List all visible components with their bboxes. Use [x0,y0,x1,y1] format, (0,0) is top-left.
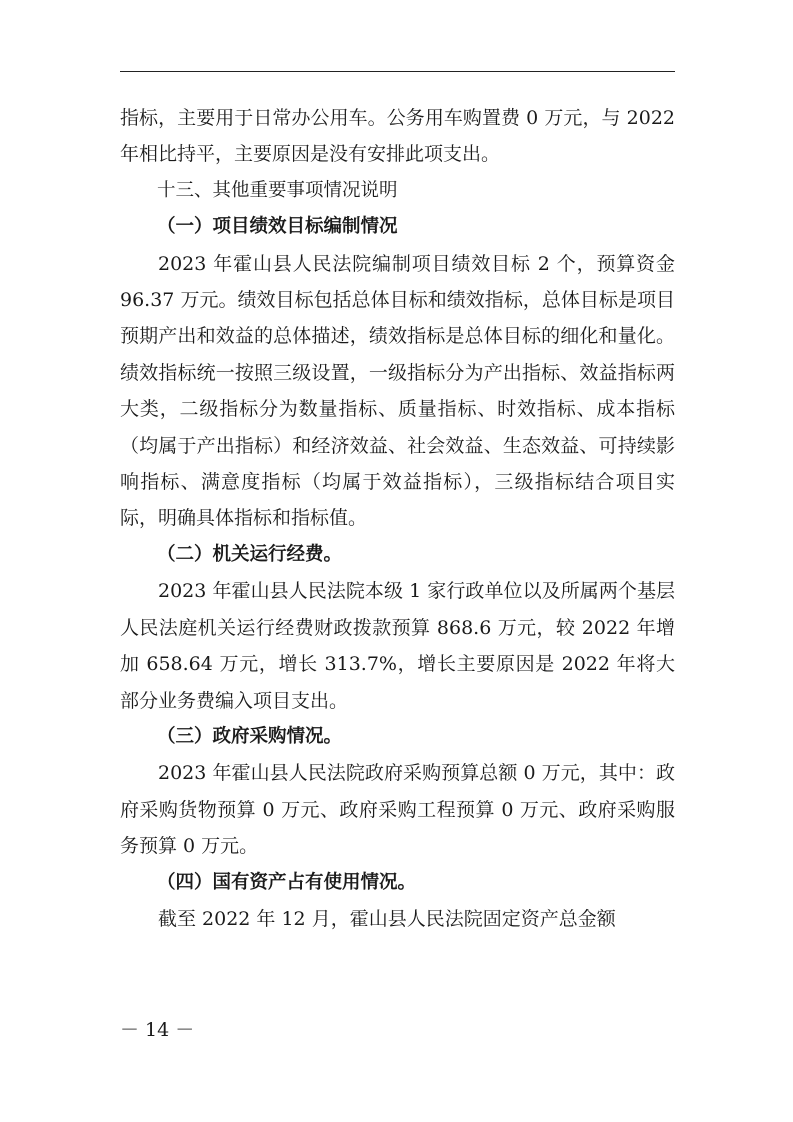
paragraph-operating-expenses: 2023 年霍山县人民法院本级 1 家行政单位以及所属两个基层人民法庭机关运行经费财政拨款预算 868.6 万元，较 2022 年增加 658.64 万元，增长 313.7%，增长主要原因是 2022 年将大部分业务费编入项目支出。 [120,580,675,712]
paragraph-state-assets: 截至 2022 年 12 月，霍山县人民法院固定资产总金额 [158,907,616,930]
paragraph-performance-targets: 2023 年霍山县人民法院编制项目绩效目标 2 个，预算资金 96.37 万元。绩效目标包括总体目标和绩效指标，总体目标是项目预期产出和效益的总体描述，绩效指标是总体目标的细化和量化。绩效指标统一按照三级设置，一级指标分为产出指标、效益指标两大类，二级指标分为数量指标、质量指标、时效指标、成本指标（均属于产出指标）和经济效益、社会效益、生态效益、可持续影响指标、满意度指标（均属于效益指标），三级指标结合项目实际，明确具体指标和指标值。 [120,252,675,530]
section-heading-13: 十三、其他重要事项情况说明 [157,179,398,201]
paragraph-government-procurement: 2023 年霍山县人民法院政府采购预算总额 0 万元，其中：政府采购货物预算 0 万元、政府采购工程预算 0 万元、政府采购服务预算 0 万元。 [120,762,675,858]
paragraph-vehicle-costs: 指标，主要用于日常办公用车。公务用车购置费 0 万元，与 2022 年相比持平，主要原因是没有安排此项支出。 [120,107,675,166]
subheading-operating-expenses: （二）机关运行经费。 [157,543,343,565]
document-body [120,100,675,937]
subheading-state-assets: （四）国有资产占有使用情况。 [157,871,417,893]
subheading-government-procurement: （三）政府采购情况。 [157,725,343,747]
page-number: － 14 － [120,1019,195,1041]
header-rule [120,71,675,72]
subheading-performance-targets: （一）项目绩效目标编制情况 [157,216,398,238]
